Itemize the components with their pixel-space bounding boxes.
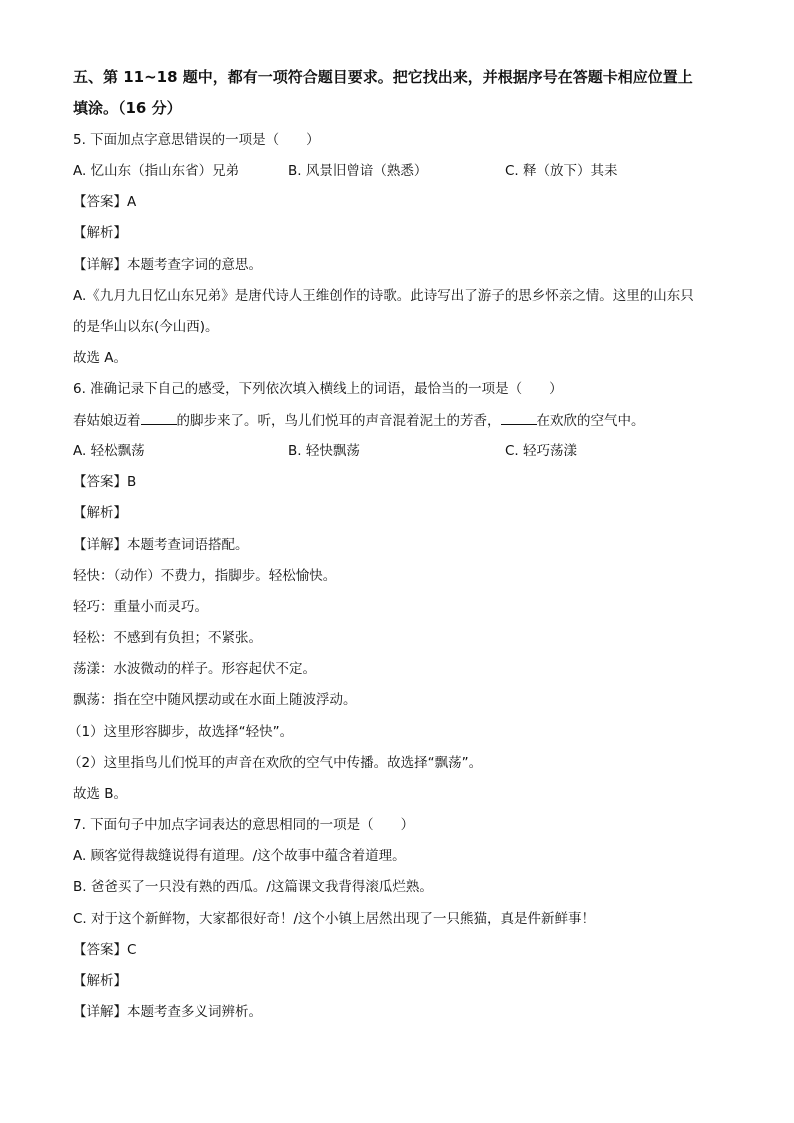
q5-stem: 5. 下面加点字意思错误的一项是（ ） [73, 132, 320, 148]
q7-option-b: B. 爸爸买了一只没有熟的西瓜。/这篇课文我背得滚瓜烂熟。 [73, 879, 433, 895]
section-heading-line1: 五、第 11~18 题中，都有一项符合题目要求。把它找出来，并根据序号在答题卡相应位置上 [73, 68, 693, 86]
q7-stem: 7. 下面句子中加点字词表达的意思相同的一项是（ ） [73, 817, 415, 833]
q6-blank-1 [141, 410, 177, 425]
q6-analysis-label: 【解析】 [73, 505, 127, 521]
q5-option-b: B. 风景旧曾谙（熟悉） [288, 163, 428, 179]
q6-definition-4: 荡漾：水波微动的样子。形容起伏不定。 [73, 661, 316, 677]
q5-explanation-line2: 的是华山以东(今山西)。 [73, 319, 219, 335]
q5-answer: 【答案】A [73, 194, 137, 210]
q7-analysis-label: 【解析】 [73, 973, 127, 989]
q6-sentence-part1: 春姑娘迈着 [73, 413, 141, 429]
q6-definition-2: 轻巧：重量小而灵巧。 [73, 599, 208, 615]
q7-option-c: C. 对于这个新鲜物，大家都很好奇！/这个小镇上居然出现了一只熊猫，真是件新鲜事！ [73, 911, 596, 927]
q5-option-c: C. 释（放下）其耒 [505, 163, 618, 179]
q5-option-a: A. 忆山东（指山东省）兄弟 [73, 163, 240, 179]
section-heading-line2: 填涂。（16 分） [73, 99, 182, 117]
q6-detail: 【详解】本题考查词语搭配。 [73, 537, 249, 553]
q6-point-2: （2）这里指鸟儿们悦耳的声音在欢欣的空气中传播。故选择“飘荡”。 [68, 755, 483, 771]
q5-detail: 【详解】本题考查字词的意思。 [73, 257, 262, 273]
q6-sentence-part2: 的脚步来了。听，鸟儿们悦耳的声音混着泥土的芳香， [176, 413, 501, 429]
q6-option-b: B. 轻快飘荡 [288, 443, 360, 459]
q6-sentence-part3: 在欢欣的空气中。 [536, 413, 645, 429]
q6-definition-5: 飘荡：指在空中随风摆动或在水面上随波浮动。 [73, 692, 357, 708]
q6-conclusion: 故选 B。 [73, 786, 128, 802]
q7-answer: 【答案】C [73, 942, 137, 958]
q6-point-1: （1）这里形容脚步，故选择“轻快”。 [68, 724, 294, 740]
q6-sentence [73, 410, 645, 431]
q6-option-c: C. 轻巧荡漾 [505, 443, 578, 459]
q6-option-a: A. 轻松飘荡 [73, 443, 145, 459]
q5-explanation-line1: A.《九月九日忆山东兄弟》是唐代诗人王维创作的诗歌。此诗写出了游子的思乡怀亲之情。这里的山东只 [73, 288, 694, 304]
q6-definition-3: 轻松：不感到有负担；不紧张。 [73, 630, 262, 646]
q5-analysis-label: 【解析】 [73, 225, 127, 241]
q6-blank-2 [501, 410, 537, 425]
q6-answer: 【答案】B [73, 474, 137, 490]
q6-stem: 6. 准确记录下自己的感受，下列依次填入横线上的词语，最恰当的一项是（ ） [73, 381, 563, 397]
q6-definition-1: 轻快：（动作）不费力，指脚步。轻松愉快。 [73, 568, 337, 584]
q7-option-a: A. 顾客觉得裁缝说得有道理。/这个故事中蕴含着道理。 [73, 848, 406, 864]
q5-conclusion: 故选 A。 [73, 350, 128, 366]
q7-detail: 【详解】本题考查多义词辨析。 [73, 1004, 262, 1020]
